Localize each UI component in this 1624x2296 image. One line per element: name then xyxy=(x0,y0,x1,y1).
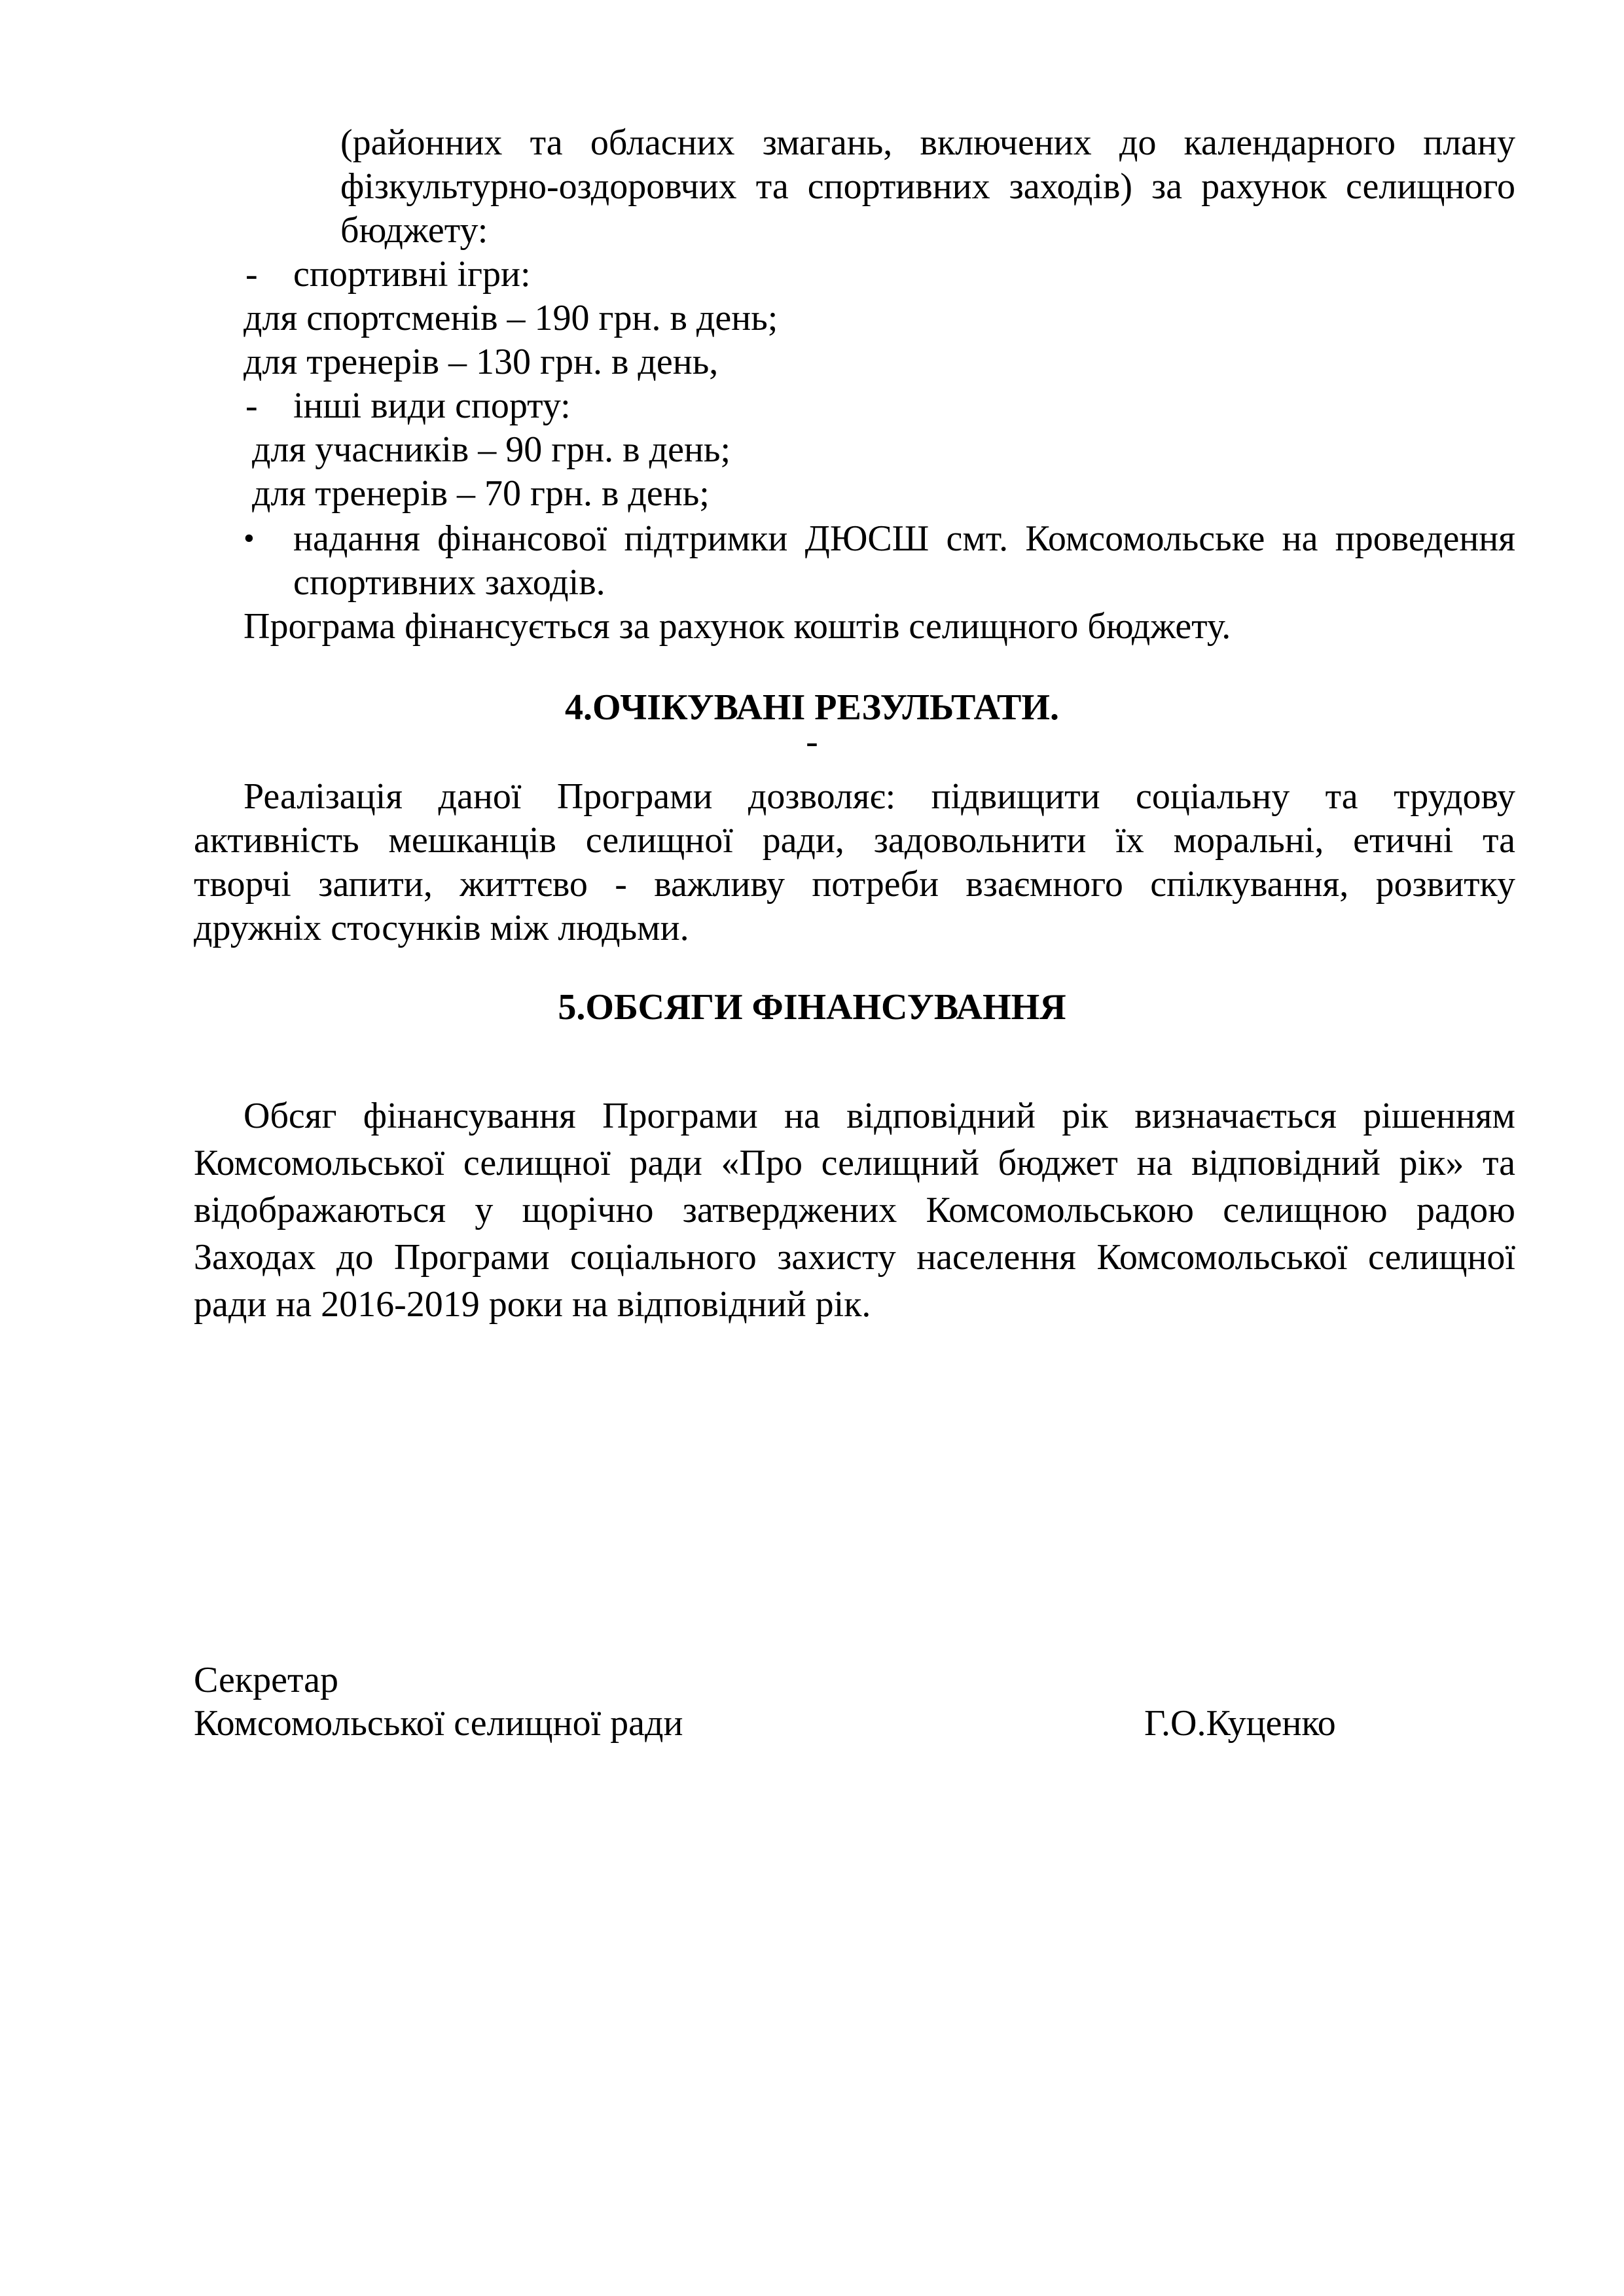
sports-games-athletes-rate: для спортсменів – 190 грн. в день; xyxy=(244,298,778,338)
signature-name: Г.О.Куценко xyxy=(1144,1703,1336,1744)
section-5-line-3: відображаються у щорічно затверджених Комсомольською селищною радою xyxy=(194,1190,1515,1230)
intro-line-1: (районних та обласних змагань, включених до календарного плану xyxy=(340,122,1515,163)
section-5-line-4: Заходах до Програми соціального захисту населення Комсомольської селищної xyxy=(194,1237,1515,1278)
other-sports-participants-rate: для учасників – 90 грн. в день; xyxy=(252,429,731,470)
section-4-line-2: активність мешканців селищної ради, задовольнити їх моральні, етичні та xyxy=(194,820,1515,861)
other-sports-label: інші види спорту: xyxy=(293,386,571,426)
section-4-line-4: дружніх стосунків між людьми. xyxy=(194,908,689,948)
section-4-line-3: творчі запити, життєво - важливу потреби взаємного спілкування, розвитку xyxy=(194,864,1515,905)
signature-organization: Комсомольської селищної ради xyxy=(194,1703,683,1744)
section-4-heading: 4.ОЧІКУВАНІ РЕЗУЛЬТАТИ. xyxy=(565,687,1059,728)
section-5-line-2: Комсомольської селищної ради «Про селищний бюджет на відповідний рік» та xyxy=(194,1143,1515,1183)
sports-games-label: спортивні ігри: xyxy=(293,254,531,295)
support-line-2: спортивних заходів. xyxy=(293,562,605,603)
support-line-1: надання фінансової підтримки ДЮСШ смт. Комсомольське на проведення xyxy=(293,518,1515,559)
intro-line-2: фізкультурно-оздоровчих та спортивних заходів) за рахунок селищного xyxy=(340,166,1515,207)
sports-games-coaches-rate: для тренерів – 130 грн. в день, xyxy=(244,342,719,382)
other-sports-dash: - xyxy=(245,386,258,426)
sports-games-dash: - xyxy=(245,254,258,295)
intro-line-3: бюджету: xyxy=(340,210,488,251)
funding-note: Програма фінансується за рахунок коштів селищного бюджету. xyxy=(244,606,1231,647)
section-5-line-1: Обсяг фінансування Програми на відповідний рік визначається рішенням xyxy=(244,1096,1515,1136)
section-4-line-1: Реалізація даної Програми дозволяє: підвищити соціальну та трудову xyxy=(244,776,1515,817)
section-4-dash: - xyxy=(806,721,818,762)
signature-title: Секретар xyxy=(194,1660,338,1700)
section-5-heading: 5.ОБСЯГИ ФІНАНСУВАННЯ xyxy=(558,987,1066,1028)
section-5-line-5: ради на 2016-2019 роки на відповідний рік. xyxy=(194,1284,871,1325)
bullet-icon: • xyxy=(244,521,255,556)
other-sports-coaches-rate: для тренерів – 70 грн. в день; xyxy=(252,473,710,514)
